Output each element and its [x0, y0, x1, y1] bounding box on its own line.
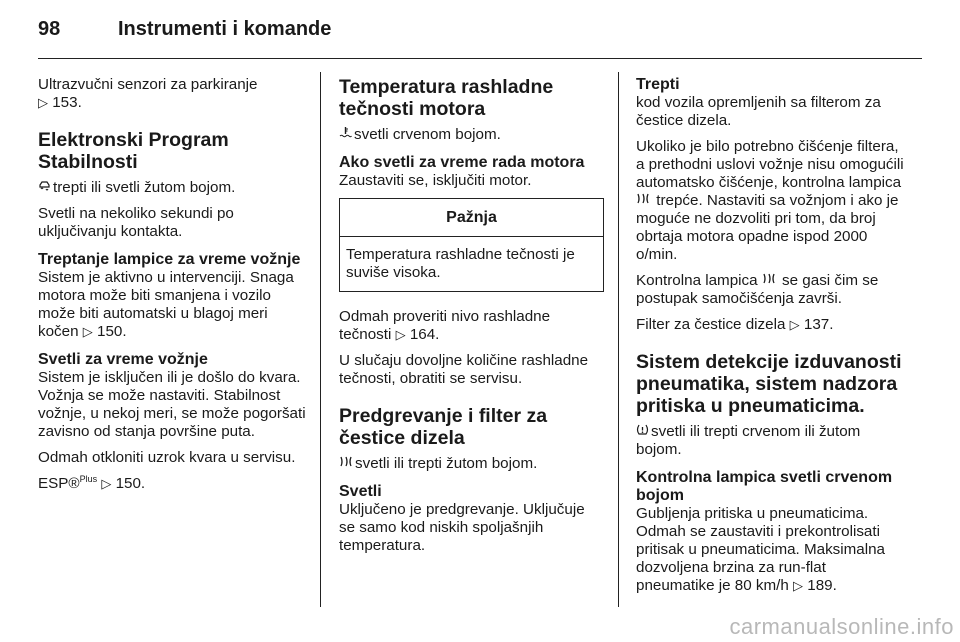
page-number: 98 — [38, 18, 61, 40]
lit-text: Sistem je isključen ili je došlo do kvara. Vožnja se može nastaviti. Stabilnost vožnje, u nekoj meri, se može pogoršati zavisno od stanja površine puta. — [38, 369, 306, 440]
red-heading: Kontrolna lampica svetli crvenom bojom — [636, 469, 893, 504]
column-middle — [339, 76, 604, 563]
driving-heading: Ako svetli za vreme rada motora — [339, 154, 585, 171]
blink-heading: Treptanje lampice za vreme vožnje — [38, 251, 301, 268]
page-title: Instrumenti i komande — [118, 18, 332, 40]
page-ref-arrow-icon: ▷ — [82, 324, 93, 339]
page-ref-arrow-icon: ▷ — [395, 327, 406, 342]
esp-status-line — [38, 179, 308, 197]
espplus-line — [38, 475, 308, 493]
preheat-status-line — [339, 455, 604, 473]
cleaning-paragraph — [636, 138, 904, 264]
column-left — [38, 76, 308, 501]
esp-car-skid-icon — [38, 179, 51, 197]
warning-box — [339, 198, 604, 292]
column-divider-1 — [320, 72, 321, 607]
preheat-heading: Predgrevanje i filter za čestice dizela — [339, 405, 548, 449]
page-ref-arrow-icon: ▷ — [793, 578, 804, 593]
coolant-thermometer-icon — [339, 126, 352, 144]
preheat-lit-heading: Svetli — [339, 483, 382, 500]
check-ref[interactable]: 164. — [409, 326, 440, 343]
preheat-status: svetli ili trepti žutom bojom. — [355, 455, 538, 472]
red-ref[interactable]: 189. — [807, 577, 837, 594]
tire-status-line — [636, 423, 904, 459]
page-ref-arrow-icon: ▷ — [789, 317, 800, 332]
red-text: Gubljenja pritiska u pneumaticima. Odmah se zaustaviti i prekontrolisati pritisak u pneumaticima. Maksimalna dozvoljena brzina za run-flat pneumatike je 80 km/h — [636, 505, 885, 594]
coolant-status-line — [339, 126, 604, 144]
tire-pressure-icon — [636, 423, 649, 441]
check-text: Odmah proveriti nivo rashladne tečnosti — [339, 308, 551, 343]
off-text-a: Kontrolna lampica — [636, 272, 758, 289]
parking-sensors-text — [38, 76, 308, 112]
blinks-text: kod vozila opremljenih sa filterom za čestice dizela. — [636, 94, 881, 129]
parking-sensors-ref[interactable]: 153. — [52, 94, 82, 111]
low-text: U slučaju dovoljne količine rashladne tečnosti, obratiti se servisu. — [339, 352, 589, 387]
watermark: carmanualsonline.info — [729, 614, 954, 639]
blinks-heading: Trepti — [636, 76, 680, 93]
esp-note: Svetli na nekoliko sekundi po uključivanju kontakta. — [38, 205, 234, 240]
fix-text: Odmah otkloniti uzrok kvara u servisu. — [38, 449, 296, 466]
blink-paragraph — [38, 269, 308, 341]
glow-plug-icon — [762, 272, 776, 290]
parking-sensors-label: Ultrazvučni senzori za parkiranje — [38, 76, 258, 93]
lit-heading: Svetli za vreme vožnje — [38, 351, 208, 368]
tire-heading: Sistem detekcije izduvanosti pneumatika, sistem nadzora pritiska u pneumaticima. — [636, 351, 902, 417]
cleaning-text-b: trepće. Nastaviti sa vožnjom i ako je moguće ne dozvoliti pri tom, da broj obrtaja motora opadne ispod 2000 o/min. — [636, 192, 899, 263]
header-rule — [38, 58, 922, 59]
cleaning-text-a: Ukoliko je bilo potrebno čišćenje filtera, a prethodni uslovi vožnje nisu omogućili automatsko čišćenje, kontrolna lampica — [636, 138, 904, 191]
column-right — [636, 76, 904, 603]
warning-text: Temperatura rashladne tečnosti je suviše visoka. — [346, 246, 575, 281]
espplus-label: ESP® — [38, 475, 80, 492]
blink-text: Sistem je aktivno u intervenciji. Snaga motora može biti smanjena i vozilo može biti automatski u blagoj meri kočen — [38, 269, 294, 340]
red-paragraph — [636, 505, 904, 595]
tire-status: svetli ili trepti crvenom ili žutom bojom. — [636, 423, 861, 458]
page-ref-arrow-icon: ▷ — [101, 476, 112, 491]
espplus-ref[interactable]: 150. — [115, 475, 146, 492]
off-text-b: se gasi čim se postupak samočišćenja završi. — [636, 272, 879, 307]
driving-text: Zaustaviti se, isključiti motor. — [339, 172, 532, 189]
column-divider-2 — [618, 72, 619, 607]
preheat-lit-text: Uključeno je predgrevanje. Uključuje se samo kod niskih spoljašnjih temperatura. — [339, 501, 585, 554]
esp-heading: Elektronski Program Stabilnosti — [38, 129, 229, 173]
coolant-status: svetli crvenom bojom. — [354, 126, 501, 143]
check-paragraph — [339, 308, 604, 344]
coolant-heading: Temperatura rashladne tečnosti motora — [339, 76, 554, 120]
filter-ref[interactable]: 137. — [803, 316, 834, 333]
blink-ref[interactable]: 150. — [97, 323, 127, 340]
page-ref-arrow-icon: ▷ — [38, 95, 48, 110]
filter-line — [636, 316, 904, 334]
warning-title: Pažnja — [340, 199, 603, 237]
filter-text: Filter za čestice dizela — [636, 316, 786, 333]
off-paragraph — [636, 272, 904, 308]
glow-plug-icon — [339, 455, 353, 473]
esp-status: trepti ili svetli žutom bojom. — [53, 179, 236, 196]
glow-plug-icon — [636, 192, 650, 210]
espplus-sup: Plus — [79, 473, 98, 484]
